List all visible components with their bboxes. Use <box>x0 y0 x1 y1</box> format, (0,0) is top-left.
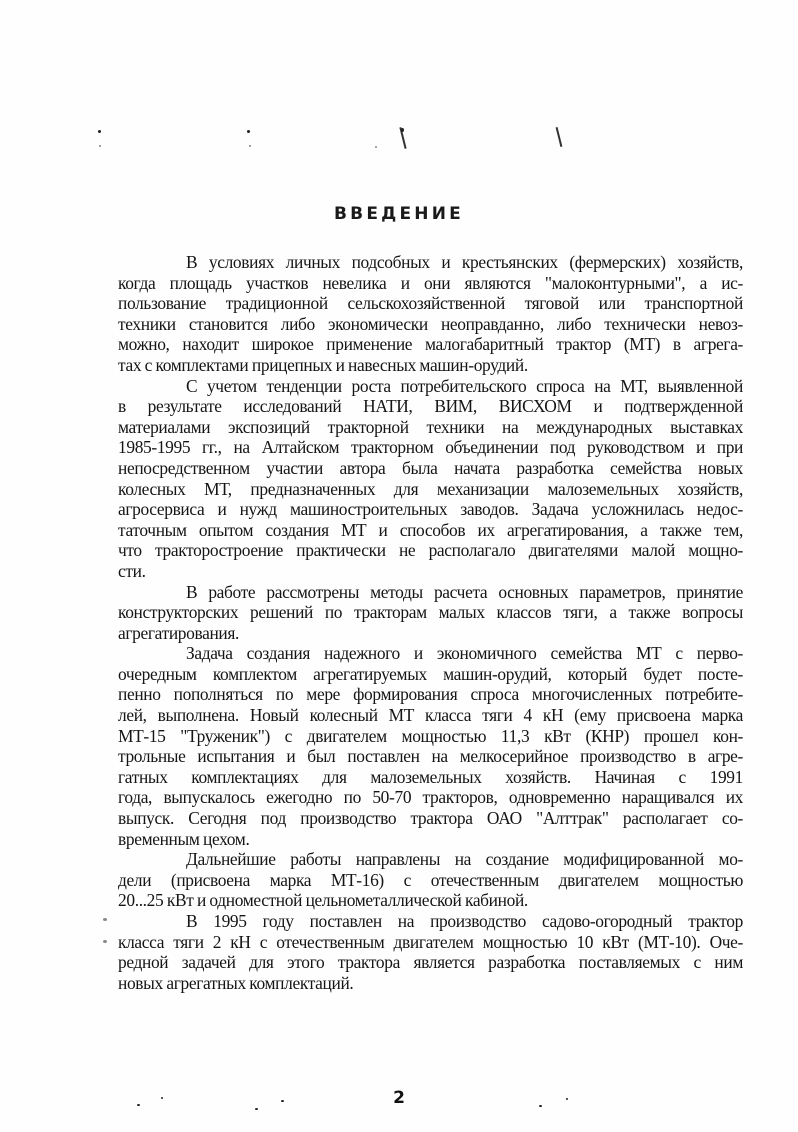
text-line: трольные испытания и был поставлен на мелкосерийное производство в агре- <box>118 746 743 767</box>
scan-speck <box>99 145 101 147</box>
text-line: С учетом тенденции роста потребительского спроса на МТ, выявленной <box>186 375 743 396</box>
text-line: сти. <box>118 560 146 581</box>
scan-speck <box>98 130 101 133</box>
paragraph-5 <box>118 849 743 911</box>
text-line: новых агрегатных комплектаций. <box>118 972 354 993</box>
text-line: конструкторских решений по тракторам малых классов тяги, а также вопросы <box>118 602 743 623</box>
text-line: Задача создания надежного и экономичного семейства МТ с перво- <box>186 643 743 664</box>
paragraph-2 <box>118 376 743 582</box>
document-body <box>118 252 743 993</box>
text-line: класса тяги 2 кН с отечественным двигателем мощностью 10 кВт (МТ-10). Оче- <box>118 931 743 952</box>
text-line: выпуск. Сегодня под производство трактора ОАО "Алттрак" располагает со- <box>118 808 743 829</box>
text-line: тах с комплектами прицепных и навесных машин-орудий. <box>118 354 528 375</box>
scan-speck <box>401 128 404 132</box>
text-line: В 1995 году поставлен на производство садово-огородный трактор <box>186 911 743 931</box>
text-line: 20...25 кВт и одноместной цельнометаллической кабиной. <box>118 890 528 911</box>
text-line: когда площадь участков невелика и они являются "малоконтурными", а ис- <box>118 272 743 293</box>
text-line: МТ-15 "Труженик") с двигателем мощностью 11,3 кВт (КНР) прошел кон- <box>118 725 743 746</box>
paragraph-4 <box>118 643 743 849</box>
scan-speck <box>247 130 250 133</box>
text-line: непосредственном участии автора была начата разработка семейства новых <box>118 457 743 478</box>
text-line: 1985-1995 гг., на Алтайском тракторном объединении под руководством и при <box>118 437 743 458</box>
scan-streak <box>556 127 563 147</box>
text-line: что тракторостроение практически не располагало двигателями малой мощно- <box>118 540 743 561</box>
text-line: агросервиса и нужд машиностроительных заводов. Задача усложнилась недос- <box>118 499 743 520</box>
text-line: пользование традиционной сельскохозяйственной тяговой или транспортной <box>118 293 743 314</box>
text-line: гатных комплектациях для малоземельных хозяйств. Начиная с 1991 <box>118 766 743 787</box>
text-line: дели (присвоена марка МТ-16) с отечественным двигателем мощностью <box>118 869 743 890</box>
text-line: колесных МТ, предназначенных для механизации малоземельных хозяйств, <box>118 478 743 499</box>
scan-speck <box>375 146 377 148</box>
text-line: редной задачей для этого трактора является разработка поставляемых с ним <box>118 952 743 973</box>
paragraph-1 <box>118 252 743 376</box>
paragraph-3 <box>118 582 743 644</box>
text-line: пенно пополняться по мере формирования спроса многочисленных потребите- <box>118 684 743 705</box>
text-line: техники становится либо экономически неоправданно, либо технически невоз- <box>118 313 743 334</box>
text-line: лей, выполнена. Новый колесный МТ класса тяги 4 кН (ему присвоена марка <box>118 705 743 726</box>
page-number: 2 <box>393 1088 405 1108</box>
text-line: можно, находит широкое применение малогабаритный трактор (МТ) в агрега- <box>118 334 743 355</box>
scan-speck <box>255 1108 258 1110</box>
text-line: очередным комплектом агрегатируемых машин-орудий, который будет посте- <box>118 663 743 684</box>
text-line: временным цехом. <box>118 828 250 849</box>
scan-speck <box>103 918 107 921</box>
text-line: года, выпускалось ежегодно по 50-70 тракторов, одновременно наращивался их <box>118 787 743 808</box>
text-line: агрегатирования. <box>118 622 240 643</box>
scan-speck <box>103 940 107 943</box>
text-line: В условиях личных подсобных и крестьянских (фермерских) хозяйств, <box>186 252 743 272</box>
text-line: Дальнейшие работы направлены на создание модифицированной мо- <box>186 849 743 870</box>
scan-speck <box>249 145 251 147</box>
text-line: материалами экспозиций тракторной техники на международных выставках <box>118 416 743 437</box>
text-line: таточным опытом создания МТ и способов их агрегатирования, а также тем, <box>118 519 743 540</box>
text-line: В работе рассмотрены методы расчета основных параметров, принятие <box>186 581 743 602</box>
page-title: ВВЕДЕНИЕ <box>334 204 464 224</box>
text-line: в результате исследований НАТИ, ВИМ, ВИСХОМ и подтвержденной <box>118 396 743 417</box>
paragraph-6 <box>118 911 743 993</box>
